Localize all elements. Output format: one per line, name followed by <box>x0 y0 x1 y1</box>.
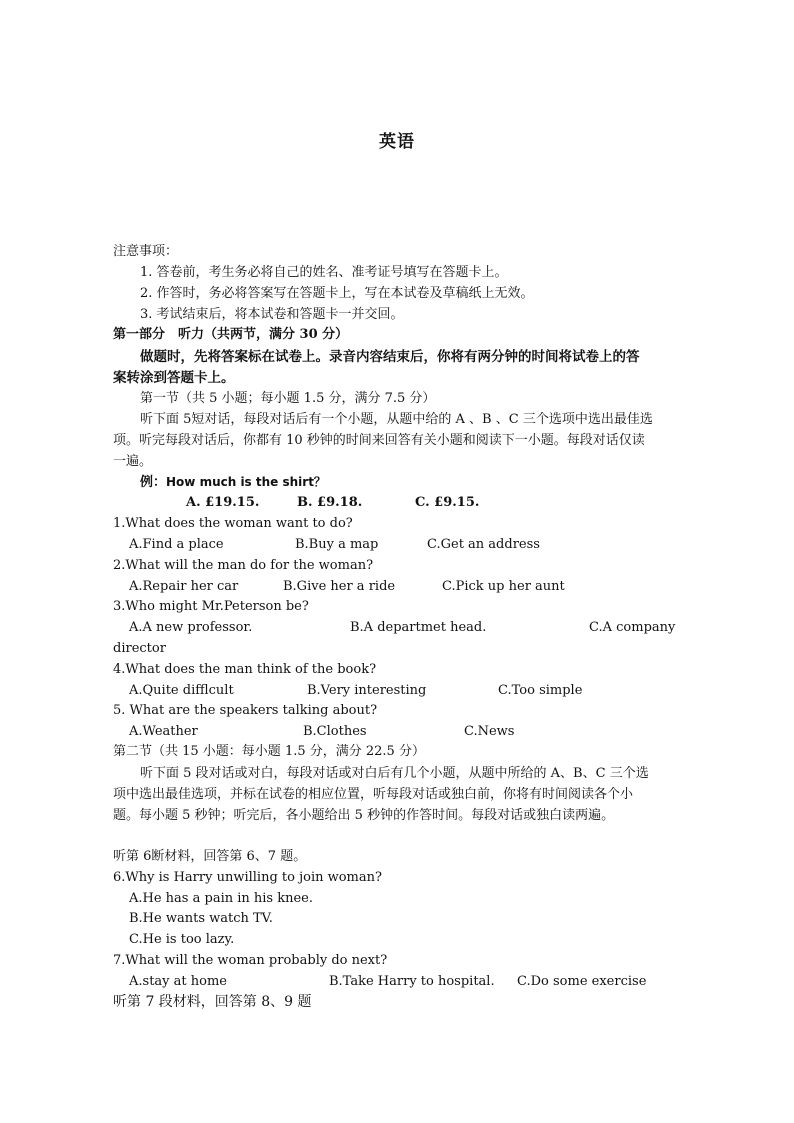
example-question: How much is the shirt？ <box>166 475 326 489</box>
section1-heading: 第一节（共 5 小题；每小题 1.5 分，满分 7.5 分） <box>140 391 436 406</box>
notice-item: 2. 作答时，务必将答案写在答题卡上，写在本试卷及草稿纸上无效。 <box>140 286 534 301</box>
section1-intro: 项。听完每段对话后，你都有 10 秒钟的时间来回答有关小题和阅读下一小题。每段对话仅读 <box>113 433 645 448</box>
option: C.He is too lazy. <box>129 932 235 947</box>
notice-item: 1. 答卷前，考生务必将自己的姓名、准考证号填写在答题卡上。 <box>140 265 508 280</box>
option: A.A new professor. <box>129 620 253 635</box>
notice-heading: 注意事项： <box>113 244 179 259</box>
example-option: B. £9.18. <box>297 495 363 510</box>
option: C.News <box>464 724 515 739</box>
notice-item: 3. 考试结束后，将本试卷和答题卡一并交回。 <box>140 307 404 322</box>
option: C.Pick up her aunt <box>442 579 565 594</box>
option: B.Give her a ride <box>283 579 396 594</box>
question-options <box>0 722 794 742</box>
option: A.stay at home <box>129 974 227 989</box>
option: C.A company <box>589 620 676 635</box>
page-title: 英语 <box>379 132 415 152</box>
section1-intro: 一遍。 <box>113 454 153 469</box>
option: C.Get an address <box>427 537 540 552</box>
option: B.Very interesting <box>307 683 427 698</box>
question-options <box>0 535 794 555</box>
example-option: C. £9.15. <box>415 495 480 510</box>
example <box>140 472 681 493</box>
option-continuation: director <box>113 641 166 656</box>
option: C.Too simple <box>498 683 583 698</box>
question-options <box>0 681 794 701</box>
option: A.Weather <box>129 724 198 739</box>
question-options <box>0 972 794 992</box>
section1-intro: 听下面 5短对话，每段对话后有一个小题，从题中给的 A 、B 、C 三个选项中选出最佳选 <box>140 412 653 427</box>
question: 3.Who might Mr.Peterson be? <box>113 599 309 614</box>
option: C.Do some exercise <box>517 974 647 989</box>
option: B.A departmet head. <box>350 620 487 635</box>
question-options <box>0 618 794 638</box>
option: A.Find a place <box>129 537 224 552</box>
option: A.Repair her car <box>129 579 239 594</box>
part1-heading: 第一部分 听力（共两节，满分 30 分） <box>113 327 349 342</box>
question: 7.What will the woman probably do next? <box>113 953 388 968</box>
option: A.He has a pain in his knee. <box>129 891 313 906</box>
example-label: 例： <box>140 475 167 490</box>
question: 4.What does the man think of the book? <box>113 662 377 677</box>
option: B.Take Harry to hospital. <box>329 974 495 989</box>
part1-instruction: 做题时，先将答案标在试卷上。录音内容结束后，你将有两分钟的时间将试卷上的答 <box>140 349 640 365</box>
option: B.He wants watch TV. <box>129 911 273 926</box>
option: A.Quite difflcult <box>129 683 234 698</box>
section2-intro: 听下面 5 段对话或对白，每段对话或对白后有几个小题，从题中所给的 A、B、C 三个选 <box>140 766 649 781</box>
example-options <box>0 493 794 513</box>
material-heading: 听第 7 段材料，回答第 8、9 题 <box>113 994 312 1010</box>
question: 2.What will the man do for the woman? <box>113 558 374 573</box>
question: 6.Why is Harry unwilling to join woman? <box>113 870 382 885</box>
part1-instruction: 案转涂到答题卡上。 <box>113 370 235 386</box>
option: B.Buy a map <box>295 537 379 552</box>
question: 1.What does the woman want to do? <box>113 516 353 531</box>
section2-intro: 题。每小题 5 秒钟；听完后，各小题给出 5 秒钟的作答时间。每段对话或独白读两遍。 <box>113 808 615 823</box>
section2-intro: 项中选出最佳选项，并标在试卷的相应位置，听每段对话或独白前，你将有时间阅读各个小 <box>113 787 634 802</box>
material-heading: 听第 6断材料，回答第 6、7 题。 <box>113 849 307 864</box>
example-option: A. £19.15. <box>186 495 260 510</box>
section2-heading: 第二节（共 15 小题：每小题 1.5 分，满分 22.5 分） <box>113 744 425 759</box>
question-options <box>0 577 794 597</box>
question: 5. What are the speakers talking about? <box>113 703 378 718</box>
option: B.Clothes <box>303 724 367 739</box>
